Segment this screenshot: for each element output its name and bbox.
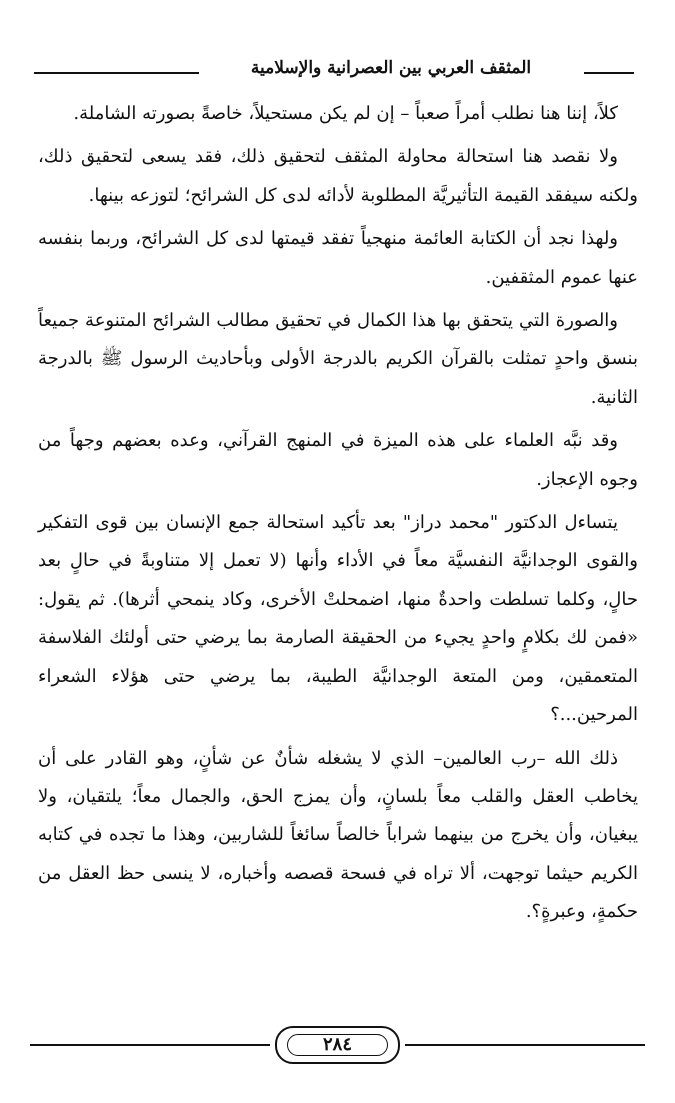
page-number-ornament: [275, 1026, 400, 1064]
running-header: [34, 58, 634, 88]
paragraph: يتساءل الدكتور "محمد دراز" بعد تأكيد استحالة جمع الإنسان بين قوى التفكير والقوى الوجدانيَّة النفسيَّة معاً في الأداء وأنها (لا تعمل إلا متناوبةً في حالٍ بعد حالٍ، وكلما تسلطت واحدةٌ منها، اضمحلتْ الأخرى، وكاد ينمحي أثرها). ثم يقول: «فمن لك بكلامٍ واحدٍ يجيء من الحقيقة الصارمة بما يرضي حتى أولئك الفلاسفة المتعمقين، ومن المتعة الوجدانيَّة الطيبة، بما يرضي حتى هؤلاء الشعراء المرحين...؟: [38, 512, 638, 726]
footer-rule-left: [30, 1044, 270, 1046]
header-rule-left: [34, 72, 199, 74]
paragraph: ولهذا نجد أن الكتابة العائمة منهجياً تفقد قيمتها لدى كل الشرائح، وربما بنفسه عنها عموم المثقفين.: [38, 228, 638, 288]
footer-rule-right: [405, 1044, 645, 1046]
page-body: [38, 95, 638, 937]
header-rule-right: [584, 72, 634, 74]
running-header-title: المثقف العربي بين العصرانية والإسلامية: [250, 58, 532, 78]
paragraph: ولا نقصد هنا استحالة محاولة المثقف لتحقيق ذلك، فقد يسعى لتحقيق ذلك، ولكنه سيفقد القيمة التأثيريَّة المطلوبة لأدائه لدى كل الشرائح؛ لتوزعه بينها.: [38, 146, 638, 206]
paragraph: كلاً، إننا هنا نطلب أمراً صعباً – إن لم يكن مستحيلاً، خاصةً بصورته الشاملة.: [73, 103, 618, 124]
page-footer: [30, 1022, 645, 1072]
paragraph: والصورة التي يتحقق بها هذا الكمال في تحقيق مطالب الشرائح المتنوعة جميعاً بنسق واحدٍ تمثلت بالقرآن الكريم بالدرجة الأولى وبأحاديث الرسول ﷺ بالدرجة الثانية.: [38, 310, 638, 408]
paragraph: وقد نبَّه العلماء على هذه الميزة في المنهج القرآني، وعده بعضهم وجهاً من وجوه الإعجاز.: [38, 430, 638, 490]
page-number: ٢٨٤: [322, 1034, 352, 1055]
paragraph: ذلك الله –رب العالمين– الذي لا يشغله شأنٌ عن شأنٍ، وهو القادر على أن يخاطب العقل والقلب معاً بلسانٍ، وأن يمزج الحق، والجمال معاً؛ يلتقيان، ولا يبغيان، وأن يخرج من بينهما شراباً خالصاً سائغاً للشاربين، وهذا ما تجده في كتابه الكريم حيثما توجهت، ألا تراه في فسحة قصصه وأخباره، لا ينسى حظ العقل من حكمةٍ، وعبرةٍ؟.: [38, 747, 638, 923]
